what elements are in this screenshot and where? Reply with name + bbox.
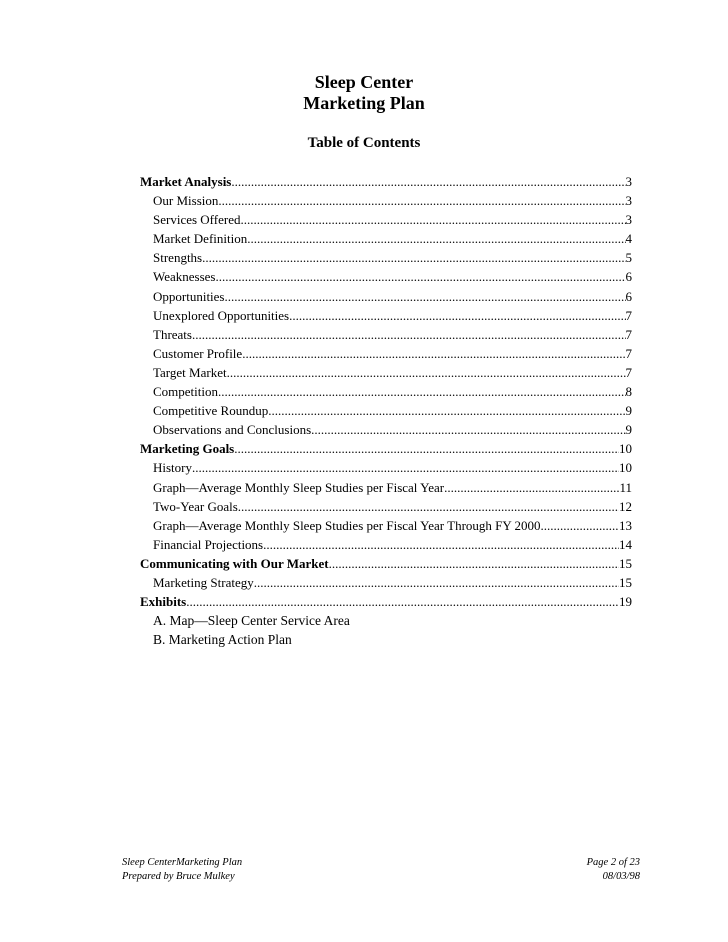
toc-entry-page: 6: [625, 288, 632, 304]
toc-subsection-entry[interactable]: [140, 267, 632, 286]
title-line-1: Sleep Center: [314, 72, 414, 92]
toc-section-entry[interactable]: [140, 592, 632, 611]
toc-subsection-entry[interactable]: [140, 497, 632, 516]
toc-entry-label: Weaknesses: [153, 269, 216, 285]
toc-entry-page: 13: [619, 517, 632, 533]
exhibit-entry[interactable]: A. Map—Sleep Center Service Area: [153, 613, 350, 629]
toc-dot-leader: [311, 420, 625, 439]
toc-entry-label: Market Analysis: [140, 174, 232, 189]
toc-subsection-entry[interactable]: [140, 535, 632, 554]
toc-entry-page: 7: [625, 345, 632, 361]
toc-entry-label: Competitive Roundup: [153, 403, 269, 419]
toc-subsection-entry[interactable]: [140, 363, 632, 382]
toc-dot-leader: [192, 458, 619, 477]
toc-dot-leader: [192, 325, 626, 344]
toc-dot-leader: [247, 229, 625, 248]
toc-subsection-entry[interactable]: [140, 516, 632, 535]
toc-entry-page: 11: [619, 479, 632, 495]
table-of-contents: [140, 172, 632, 649]
toc-dot-leader: [202, 248, 625, 267]
toc-entry-label: Strengths: [153, 250, 203, 266]
toc-entry-label: Exhibits: [140, 594, 187, 610]
toc-entry-label: Opportunities: [153, 288, 225, 304]
toc-subsection-entry[interactable]: [140, 458, 632, 477]
toc-entry-page: 12: [619, 498, 632, 514]
toc-dot-leader: [231, 172, 625, 191]
toc-dot-leader: [263, 535, 619, 554]
footer-date: 08/03/98: [602, 871, 640, 882]
toc-dot-leader: [218, 191, 625, 210]
toc-dot-leader: [218, 382, 626, 401]
toc-subsection-entry[interactable]: [140, 478, 632, 497]
toc-entry-label: Two-Year Goals: [153, 498, 238, 514]
toc-entry-label: Graph—Average Monthly Sleep Studies per Fiscal Year Through FY 2000: [153, 517, 541, 533]
toc-entry-page: 6: [625, 269, 632, 285]
toc-entry-page: 15: [619, 574, 632, 590]
toc-dot-leader: [240, 210, 625, 229]
toc-dot-leader: [186, 592, 619, 611]
toc-entry-page: 7: [625, 364, 632, 380]
footer-document-name: Sleep CenterMarketing Plan: [122, 857, 243, 868]
toc-entry-page: 14: [619, 536, 632, 552]
toc-dot-leader: [289, 306, 625, 325]
toc-entry-page: 9: [625, 422, 632, 438]
footer-author: Prepared by Bruce Mulkey: [122, 871, 235, 882]
toc-entry-page: 7: [625, 307, 632, 323]
toc-subsection-entry[interactable]: [140, 401, 632, 420]
toc-section-entry[interactable]: [140, 439, 632, 458]
toc-entry-label: Services Offered: [153, 212, 241, 228]
toc-entry-page: 15: [619, 555, 632, 571]
toc-entry-label: Unexplored Opportunities: [153, 307, 290, 323]
toc-dot-leader: [541, 516, 619, 535]
toc-subsection-entry[interactable]: [140, 573, 632, 592]
footer-page-number: Page 2 of 23: [586, 857, 640, 868]
toc-entry-page: 7: [625, 326, 632, 342]
toc-entry-label: Observations and Conclusions: [153, 422, 312, 438]
toc-subsection-entry[interactable]: [140, 287, 632, 306]
toc-entry-label: Communicating with Our Market: [140, 555, 329, 571]
toc-entry-label: Customer Profile: [153, 345, 243, 361]
toc-entry-page: 3: [625, 193, 632, 209]
toc-dot-leader: [234, 439, 619, 458]
toc-dot-leader: [225, 287, 626, 306]
title-line-2: Marketing Plan: [303, 93, 425, 113]
toc-entry-page: 4: [625, 231, 632, 247]
exhibit-entry[interactable]: B. Marketing Action Plan: [153, 632, 292, 648]
toc-entry-label: Our Mission: [153, 193, 219, 209]
toc-subsection-entry[interactable]: [140, 382, 632, 401]
toc-subsection-entry[interactable]: [140, 325, 632, 344]
toc-heading: Table of Contents: [307, 135, 421, 151]
toc-subsection-entry[interactable]: [140, 248, 632, 267]
toc-entry-label: Financial Projections: [153, 536, 264, 552]
toc-entry-page: 3: [625, 174, 632, 189]
toc-subsection-entry[interactable]: [140, 210, 632, 229]
toc-entry-page: 10: [619, 441, 632, 457]
toc-dot-leader: [242, 344, 625, 363]
toc-section-entry[interactable]: [140, 554, 632, 573]
toc-entry-label: Threats: [153, 326, 192, 342]
toc-subsection-entry[interactable]: [140, 420, 632, 439]
toc-entry-page: 8: [625, 384, 632, 400]
toc-entry-page: 3: [625, 212, 632, 228]
toc-entry-label: Graph—Average Monthly Sleep Studies per Fiscal Year: [153, 479, 445, 495]
toc-dot-leader: [444, 478, 619, 497]
toc-entry-label: Target Market: [153, 364, 227, 380]
toc-entry-label: History: [153, 460, 192, 476]
toc-subsection-entry[interactable]: [140, 344, 632, 363]
toc-entry-page: 9: [625, 403, 632, 419]
toc-section-entry[interactable]: [140, 172, 632, 191]
toc-entry-label: Market Definition: [153, 231, 248, 247]
toc-subsection-entry[interactable]: [140, 191, 632, 210]
toc-dot-leader: [238, 497, 619, 516]
toc-entry-label: Marketing Goals: [140, 441, 235, 457]
toc-entry-label: Marketing Strategy: [153, 574, 254, 590]
toc-dot-leader: [268, 401, 625, 420]
document-title: [0, 72, 728, 114]
toc-entry-page: 5: [625, 250, 632, 266]
toc-dot-leader: [254, 573, 619, 592]
toc-dot-leader: [329, 554, 619, 573]
toc-entry-page: 10: [619, 460, 632, 476]
toc-subsection-entry[interactable]: [140, 306, 632, 325]
page-footer: [122, 856, 640, 884]
toc-subsection-entry[interactable]: [140, 229, 632, 248]
toc-entry-label: Competition: [153, 384, 218, 400]
toc-dot-leader: [216, 267, 626, 286]
toc-dot-leader: [227, 363, 626, 382]
toc-entry-page: 19: [619, 594, 632, 610]
